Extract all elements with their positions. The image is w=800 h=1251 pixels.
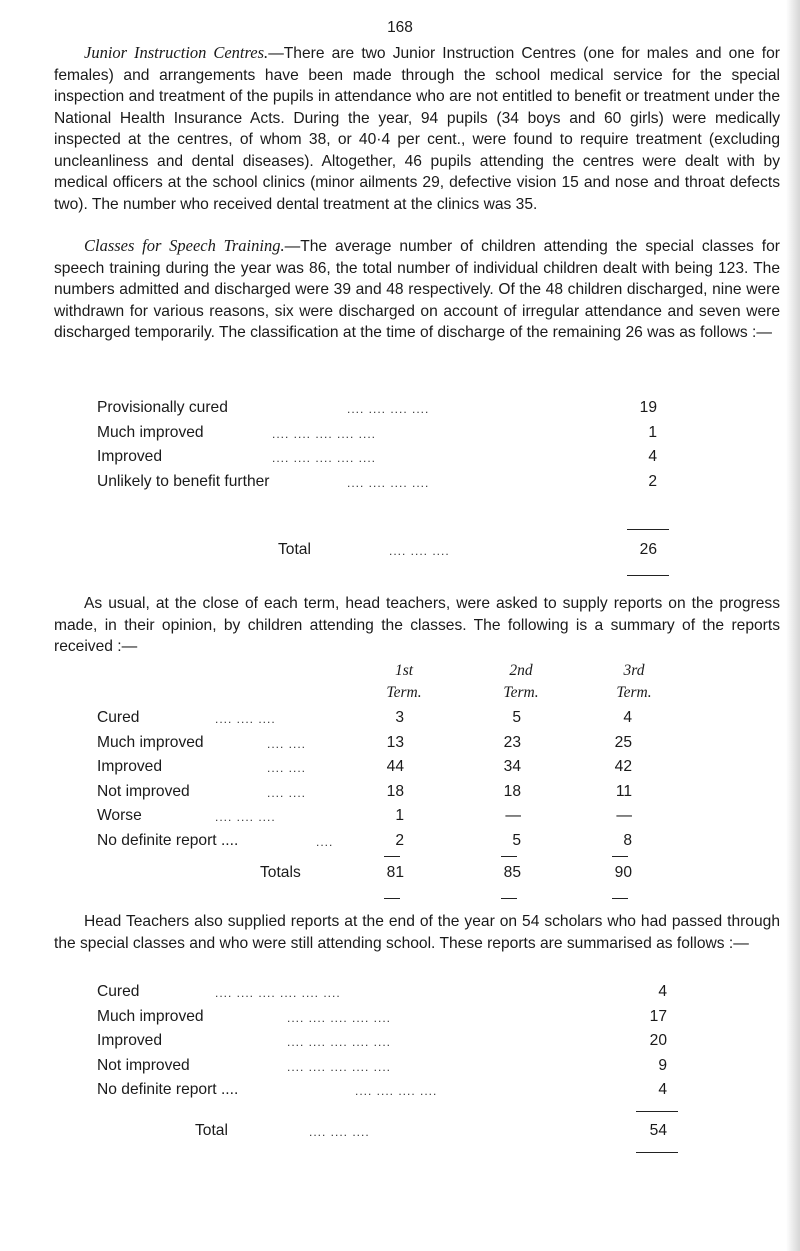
table-row bbox=[97, 781, 677, 806]
row-value: 4 bbox=[658, 983, 667, 1000]
term1-value: 18 bbox=[386, 782, 404, 800]
term1-value: 2 bbox=[395, 831, 404, 849]
junior-instruction-text: —There are two Junior Instruction Centres (one for males and one for females) and arrangements have been made through the school medical service for the special inspection and treatment of the pupils in attendance who are not entitled to benefit or treatment under the National Health Insurance Acts. During the year, 94 pupils (34 boys and 60 girls) were medically inspected at the centres, of whom 38, or 40·4 per cent., were found to require treatment (excluding uncleanliness and dental diseases). Altogether, 46 pupils attending the centres were dealt with by medical officers at the school clinics (minor ailments 29, defective vision 15 and nose and throat defects two). The number who received dental treatment at the clinics was 35. bbox=[54, 45, 780, 213]
row-label: Improved bbox=[97, 758, 163, 775]
table-row bbox=[97, 805, 677, 830]
leader-dots: .... .... bbox=[267, 785, 307, 800]
term3-value: — bbox=[616, 807, 632, 824]
term-reports-table bbox=[97, 707, 677, 854]
total-label: Totals bbox=[260, 864, 301, 881]
rule-line bbox=[384, 898, 400, 899]
total-row bbox=[97, 862, 677, 887]
rule-line bbox=[636, 1111, 678, 1112]
row-value: 4 bbox=[658, 1081, 667, 1098]
scholars-total-row bbox=[97, 1120, 677, 1145]
row-label: Much improved bbox=[97, 733, 204, 751]
leader-dots: .... .... .... .... .... .... bbox=[215, 986, 341, 1000]
rule-line bbox=[501, 856, 517, 857]
total-value: 54 bbox=[649, 1122, 667, 1139]
discharge-total-row bbox=[97, 539, 657, 564]
leader-dots: .... .... .... .... bbox=[355, 1084, 438, 1098]
term2-total: 85 bbox=[503, 864, 521, 881]
row-value: 2 bbox=[648, 472, 657, 490]
term-reports-paragraph bbox=[54, 593, 780, 658]
page-edge-shadow bbox=[786, 0, 800, 1251]
rule-line bbox=[627, 529, 669, 530]
row-label: Improved bbox=[97, 1032, 163, 1049]
scholars-summary-table bbox=[97, 981, 677, 1104]
total-label: Total bbox=[195, 1122, 228, 1139]
leader-dots: .... .... .... .... .... bbox=[287, 1059, 392, 1074]
row-value: 4 bbox=[648, 448, 657, 465]
row-label: Much improved bbox=[97, 1007, 204, 1025]
term3-total: 90 bbox=[614, 864, 632, 881]
term-reports-totals bbox=[97, 862, 677, 887]
leader-dots: .... .... .... bbox=[215, 810, 276, 824]
term2-value: 18 bbox=[503, 782, 521, 800]
table-row bbox=[97, 1079, 677, 1104]
term1-value: 13 bbox=[386, 733, 404, 751]
row-label: Not improved bbox=[97, 1056, 190, 1074]
term1-total: 81 bbox=[386, 864, 404, 881]
header-line: Term. bbox=[616, 683, 652, 701]
term1-value: 1 bbox=[395, 807, 404, 824]
junior-instruction-paragraph bbox=[54, 42, 780, 215]
table-row bbox=[97, 830, 677, 855]
leader-dots: .... .... .... .... .... bbox=[287, 1035, 392, 1049]
speech-training-paragraph bbox=[54, 235, 780, 344]
header-line: 2nd bbox=[509, 662, 533, 679]
junior-instruction-heading: Junior Instruction Centres. bbox=[84, 43, 269, 62]
term2-value: 5 bbox=[512, 831, 521, 849]
header-line: 1st bbox=[394, 662, 414, 679]
row-label: Unlikely to benefit further bbox=[97, 472, 270, 490]
total-row bbox=[97, 1120, 677, 1145]
table-row bbox=[97, 446, 657, 471]
table-row bbox=[97, 1055, 677, 1080]
term3-value: 4 bbox=[623, 709, 632, 726]
leader-dots: .... .... .... bbox=[215, 712, 276, 726]
term2-value: 5 bbox=[512, 709, 521, 726]
rule-line bbox=[627, 575, 669, 576]
leader-dots: .... .... bbox=[267, 761, 307, 775]
leader-dots: .... .... .... .... bbox=[347, 475, 430, 490]
row-value: 9 bbox=[658, 1056, 667, 1074]
header-line: Term. bbox=[503, 683, 539, 701]
term3-value: 11 bbox=[615, 782, 632, 800]
term2-value: — bbox=[505, 807, 521, 824]
leader-dots: .... .... .... .... .... bbox=[272, 451, 377, 465]
speech-training-heading: Classes for Speech Training. bbox=[84, 236, 285, 255]
column-header-1st-term bbox=[374, 660, 434, 703]
table-row bbox=[97, 1030, 677, 1055]
discharge-classification-table bbox=[97, 397, 657, 495]
total-value: 26 bbox=[639, 541, 657, 558]
column-header-2nd-term bbox=[491, 660, 551, 703]
table-row bbox=[97, 1006, 677, 1031]
term2-value: 34 bbox=[503, 758, 521, 775]
term1-value: 44 bbox=[386, 758, 404, 775]
row-label: Improved bbox=[97, 448, 163, 465]
speech-training-text: —The average number of children attending the special classes for speech training during the year was 86, the total number of individual children dealt with being 123. The numbers admitted and discharged were 39 and 48 respectively. Of the 48 children discharged, nine were withdrawn for various reasons, six were discharged on account of irregular attendance and seven were discharged temporarily. The classification at the time of discharge of the remaining 26 was as follows :— bbox=[54, 238, 780, 341]
leader-dots: .... .... bbox=[267, 736, 307, 751]
term1-value: 3 bbox=[395, 709, 404, 726]
scholars-reports-text: Head Teachers also supplied reports at the end of the year on 54 scholars who had passed through the special classes and who were still attending school. These reports are summarised as follows :— bbox=[54, 913, 780, 952]
row-value: 1 bbox=[648, 423, 657, 441]
table-row bbox=[97, 756, 677, 781]
term3-value: 25 bbox=[614, 733, 632, 751]
rule-line bbox=[501, 898, 517, 899]
term3-value: 8 bbox=[623, 831, 632, 849]
row-label: Not improved bbox=[97, 782, 190, 800]
row-value: 19 bbox=[639, 399, 657, 416]
total-row bbox=[97, 539, 657, 564]
term2-value: 23 bbox=[503, 733, 521, 751]
leader-dots: .... .... .... .... .... bbox=[272, 426, 377, 441]
rule-line bbox=[612, 898, 628, 899]
table-row bbox=[97, 981, 677, 1006]
row-label: Worse bbox=[97, 807, 142, 824]
row-value: 20 bbox=[649, 1032, 667, 1049]
rule-line bbox=[384, 856, 400, 857]
leader-dots: .... .... .... .... bbox=[347, 402, 430, 416]
rule-line bbox=[612, 856, 628, 857]
leader-dots: .... .... .... bbox=[309, 1125, 370, 1139]
page-number: 168 bbox=[387, 19, 413, 36]
row-value: 17 bbox=[649, 1007, 667, 1025]
term-reports-text: As usual, at the close of each term, head teachers, were asked to supply reports on the progress made, in their opinion, by children attending the classes. The following is a summary of the reports received :— bbox=[54, 595, 780, 655]
row-label: Provisionally cured bbox=[97, 399, 228, 416]
term3-value: 42 bbox=[614, 758, 632, 775]
table-row bbox=[97, 707, 677, 732]
table-row bbox=[97, 471, 657, 496]
table-row bbox=[97, 422, 657, 447]
leader-dots: .... .... .... bbox=[389, 544, 450, 558]
row-label: Cured bbox=[97, 709, 140, 726]
header-line: Term. bbox=[386, 683, 422, 701]
leader-dots: .... .... .... .... .... bbox=[287, 1010, 392, 1025]
row-label: No definite report .... bbox=[97, 831, 239, 849]
scholars-reports-paragraph bbox=[54, 911, 780, 954]
header-line: 3rd bbox=[623, 662, 645, 679]
leader-dots: .... bbox=[316, 834, 334, 849]
row-label: Much improved bbox=[97, 423, 204, 441]
column-header-3rd-term bbox=[604, 660, 664, 703]
rule-line bbox=[636, 1152, 678, 1153]
table-row bbox=[97, 732, 677, 757]
table-row bbox=[97, 397, 657, 422]
total-label: Total bbox=[278, 541, 311, 558]
row-label: No definite report .... bbox=[97, 1081, 239, 1098]
row-label: Cured bbox=[97, 983, 140, 1000]
